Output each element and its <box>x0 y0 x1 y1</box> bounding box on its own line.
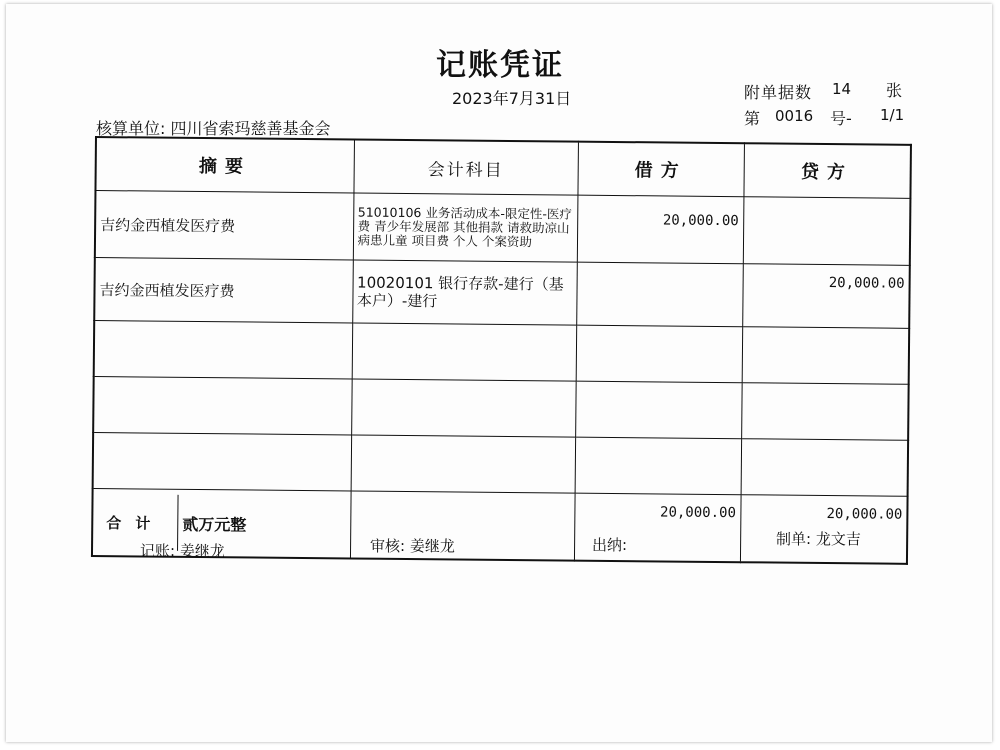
row-account <box>351 379 576 437</box>
header-account: 会计科目 <box>353 139 578 195</box>
signature-bookkeeper: 记账: 姜继龙 <box>140 542 225 560</box>
voucher-table-wrap <box>91 136 912 565</box>
table-row <box>94 321 910 385</box>
unit-name: 四川省索玛慈善基金会 <box>170 119 331 138</box>
attachments-label: 附单据数 <box>744 83 813 102</box>
table-row <box>95 191 911 266</box>
voucher-title: 记账凭证 <box>436 48 564 83</box>
header-debit: 借方 <box>577 142 744 197</box>
attachments-count: 14 <box>832 80 852 98</box>
row-account: 51010106 业务活动成本-限定性-医疗费 青少年发展部 其他捐款 请救助凉山病患儿童 项目费 个人 个案资助 <box>353 193 578 262</box>
row-account: 10020101 银行存款-建行（基本户）-建行 <box>352 260 577 325</box>
table-row <box>94 258 910 329</box>
voucher-no: 0016 <box>775 107 814 125</box>
signature-reviewer: 审核: 姜继龙 <box>370 537 455 555</box>
row-account <box>351 435 576 493</box>
voucher-no-prefix: 第 <box>744 109 761 128</box>
row-summary <box>94 321 353 379</box>
unit-label: 核算单位: <box>96 119 166 138</box>
header-row <box>95 137 910 198</box>
header-summary: 摘要 <box>95 137 354 193</box>
row-summary: 吉约金西植发医疗费 <box>95 191 354 260</box>
voucher-date: 2023年7月31日 <box>452 89 572 108</box>
row-summary: 吉约金西植发医疗费 <box>94 258 353 323</box>
row-credit <box>742 327 910 385</box>
row-credit: 20,000.00 <box>742 264 910 329</box>
row-summary <box>93 376 352 434</box>
signature-preparer: 制单: 龙文吉 <box>776 530 861 548</box>
voucher-no-suffix: 号- <box>830 109 852 128</box>
voucher-table <box>91 136 912 565</box>
table-row <box>93 432 909 496</box>
row-summary <box>93 432 352 490</box>
row-debit: 20,000.00 <box>577 195 744 264</box>
row-debit <box>576 325 743 383</box>
row-credit <box>741 439 909 497</box>
row-debit <box>575 437 742 495</box>
header-credit: 贷方 <box>743 143 911 198</box>
total-amount-words: 贰万元整 <box>182 514 247 534</box>
row-debit <box>576 262 743 327</box>
row-credit <box>741 383 909 441</box>
row-credit <box>743 197 911 266</box>
row-debit <box>575 381 742 439</box>
signature-cashier: 出纳: <box>592 536 628 554</box>
voucher-page: 1/1 <box>880 106 905 124</box>
row-account <box>352 323 577 381</box>
table-row <box>93 376 909 440</box>
total-debit: 20,000.00 <box>574 493 741 562</box>
total-credit: 20,000.00 <box>740 495 908 564</box>
attachments-unit: 张 <box>886 81 903 100</box>
total-label: 合计 <box>93 494 178 551</box>
